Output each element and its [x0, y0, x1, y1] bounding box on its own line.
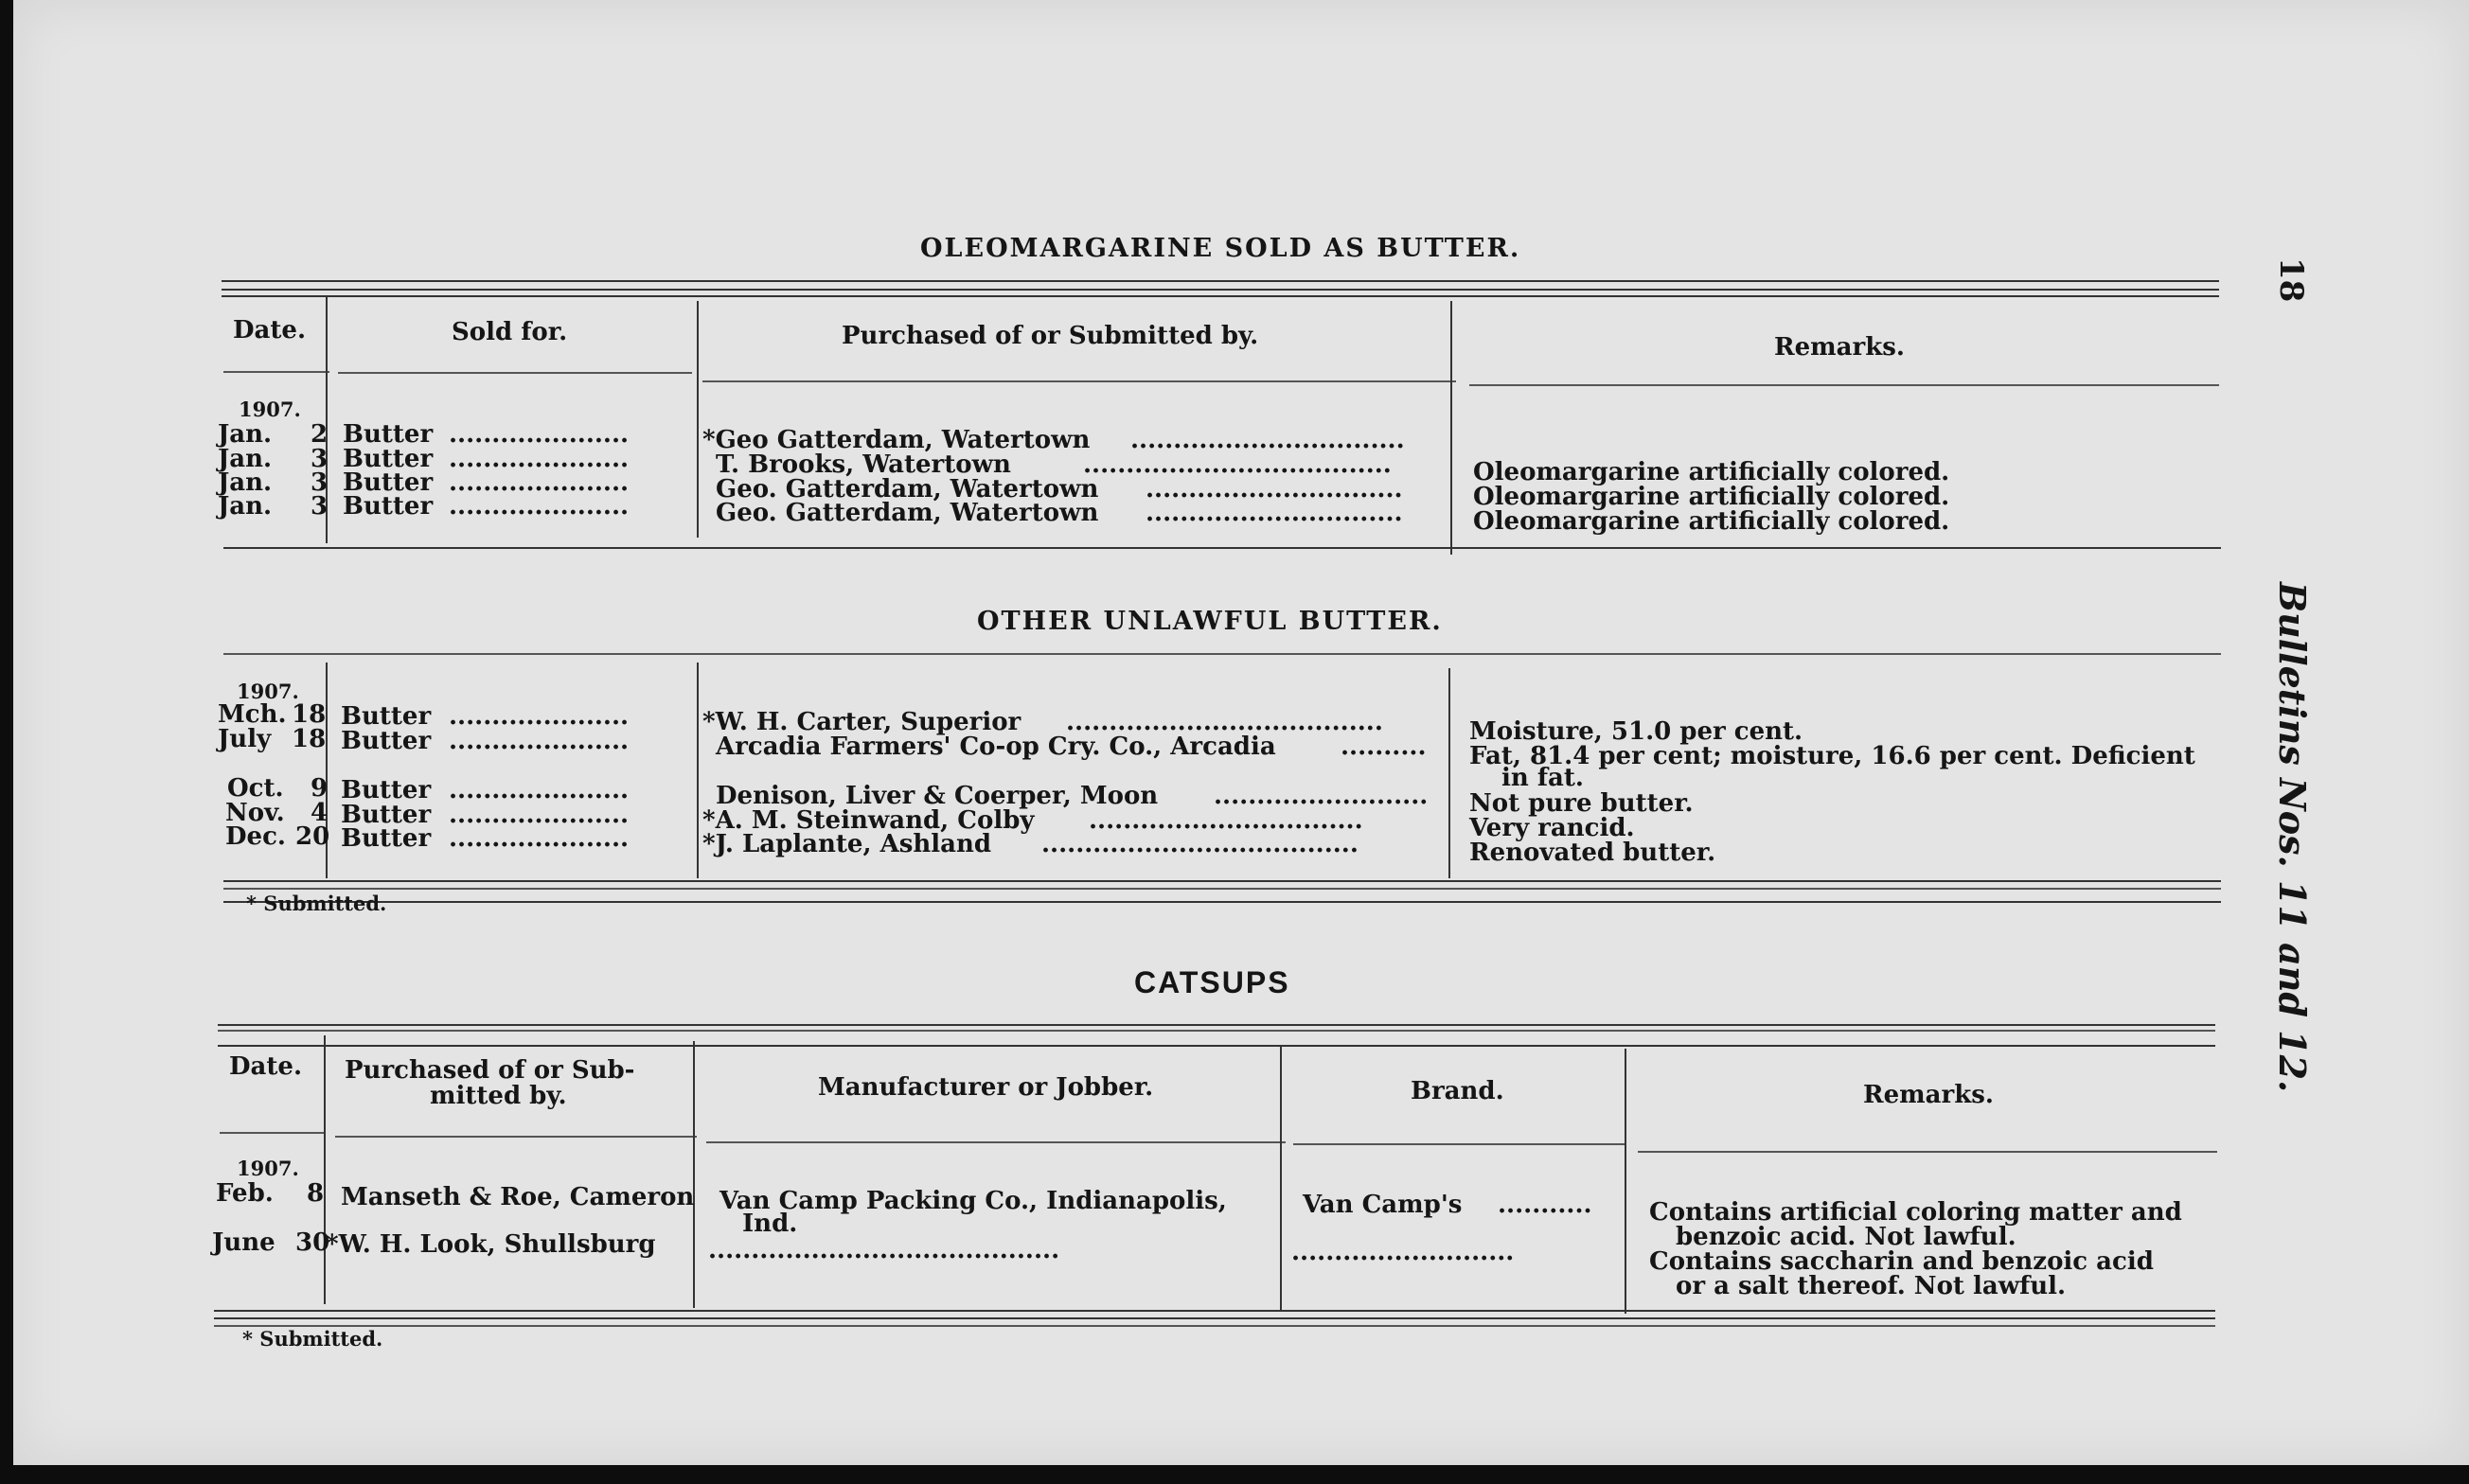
date-month: Jan. [218, 468, 273, 497]
sold-for: Butter [343, 468, 434, 497]
oleo-header-remarks: Remarks. [1774, 333, 1905, 362]
remarks: Oleomargarine artificially colored. [1473, 507, 1950, 536]
date-month: Jan. [218, 420, 273, 449]
purchased: Denison, Liver & Coerper, Moon [716, 782, 1159, 810]
leader-dots: .......... [1341, 733, 1427, 761]
leader-dots: ..................... [449, 420, 630, 449]
date-month: Jan. [218, 445, 273, 473]
manufacturer-cont: Ind. [742, 1210, 798, 1238]
remarks-cont: in fat. [1501, 764, 1584, 792]
leader-dots: .......................... [1291, 1238, 1515, 1266]
leader-dots: .............................. [1146, 499, 1403, 527]
date-day: 3 [311, 492, 329, 521]
date-month: Jan. [218, 492, 273, 521]
date-day: 18 [292, 700, 327, 729]
catsups-footnote: * Submitted. [242, 1327, 383, 1351]
date-month: Oct. [227, 774, 284, 803]
sold-for: Butter [341, 727, 432, 755]
remarks: Contains saccharin and benzoic acid [1649, 1247, 2154, 1276]
purchased: *W. H. Carter, Superior [702, 708, 1021, 736]
leader-dots: ..................... [449, 702, 630, 731]
sold-for: Butter [341, 702, 432, 731]
catsups-header-purchased-2: mitted by. [430, 1082, 567, 1110]
leader-dots: ..................................... [1041, 830, 1359, 858]
purchased: Arcadia Farmers' Co-op Cry. Co., Arcadia [716, 733, 1276, 761]
purchased: T. Brooks, Watertown [716, 450, 1011, 479]
other-footnote: * Submitted. [246, 892, 387, 915]
oleo-header-date: Date. [233, 316, 306, 344]
purchased: Manseth & Roe, Cameron [341, 1183, 695, 1211]
remarks: Oleomargarine artificially colored. [1473, 458, 1950, 486]
brand: Van Camp's [1303, 1191, 1463, 1219]
running-head: Bulletins Nos. 11 and 12. [2271, 582, 2314, 1093]
leader-dots: ..................... [449, 445, 630, 473]
sold-for: Butter [343, 492, 434, 521]
date-month: June [212, 1228, 275, 1257]
date-day: 2 [311, 420, 329, 449]
date-month: Feb. [216, 1179, 274, 1208]
remarks: Not pure butter. [1469, 789, 1694, 818]
date-day: 4 [311, 799, 329, 827]
date-day: 8 [307, 1179, 325, 1208]
date-month: Mch. [218, 700, 287, 729]
remarks-cont: or a salt thereof. Not lawful. [1676, 1272, 2067, 1300]
other-title: OTHER UNLAWFUL BUTTER. [977, 607, 1443, 636]
page-number: 18 [2272, 257, 2310, 303]
remarks: Fat, 81.4 per cent; moisture, 16.6 per cent. Deficient [1469, 742, 2195, 770]
remarks: Contains artificial coloring matter and [1649, 1198, 2182, 1227]
leader-dots: .............................. [1146, 475, 1403, 504]
sold-for: Butter [343, 445, 434, 473]
leader-dots: ..................... [449, 801, 630, 829]
remarks: Very rancid. [1469, 814, 1635, 842]
catsups-year: 1907. [237, 1157, 299, 1180]
purchased: Geo. Gatterdam, Watertown [716, 475, 1099, 504]
date-day: 18 [292, 725, 327, 753]
remarks-cont: benzoic acid. Not lawful. [1676, 1223, 2016, 1251]
leader-dots: ................................ [1089, 806, 1363, 835]
purchased: *J. Laplante, Ashland [702, 830, 992, 858]
leader-dots: ........... [1498, 1191, 1592, 1219]
leader-dots: ..................................... [1066, 708, 1383, 736]
leader-dots: ..................... [449, 776, 630, 804]
sold-for: Butter [341, 776, 432, 804]
date-day: 30 [295, 1228, 330, 1257]
other-year: 1907. [237, 680, 299, 703]
leader-dots: ................................ [1130, 426, 1405, 454]
page [13, 0, 2469, 1465]
catsups-header-purchased-1: Purchased of or Sub- [345, 1056, 635, 1085]
sold-for: Butter [341, 824, 432, 853]
oleo-year: 1907. [239, 398, 301, 421]
oleo-header-purchased: Purchased of or Submitted by. [842, 322, 1259, 350]
manufacturer: Van Camp Packing Co., Indianapolis, [719, 1187, 1227, 1215]
purchased: *W. H. Look, Shullsburg [326, 1230, 656, 1259]
date-month: Nov. [225, 799, 285, 827]
sold-for: Butter [341, 801, 432, 829]
purchased: Geo. Gatterdam, Watertown [716, 499, 1099, 527]
date-day: 3 [311, 468, 329, 497]
date-day: 9 [311, 774, 329, 803]
catsups-header-remarks: Remarks. [1863, 1081, 1994, 1109]
catsups-header-brand: Brand. [1411, 1077, 1504, 1105]
leader-dots: .................................... [1083, 450, 1392, 479]
leader-dots: ..................... [449, 492, 630, 521]
date-month: July [218, 725, 272, 753]
leader-dots: ......................... [1214, 782, 1429, 810]
remarks: Moisture, 51.0 per cent. [1469, 717, 1803, 746]
leader-dots: ..................... [449, 468, 630, 497]
oleo-header-sold-for: Sold for. [452, 318, 568, 346]
sold-for: Butter [343, 420, 434, 449]
date-month: Dec. [225, 822, 286, 851]
remarks: Renovated butter. [1469, 839, 1716, 867]
leader-dots: ..................... [449, 824, 630, 853]
catsups-header-date: Date. [229, 1052, 302, 1081]
purchased: *A. M. Steinwand, Colby [702, 806, 1035, 835]
catsups-title: CATSUPS [1134, 965, 1290, 999]
date-day: 20 [295, 822, 330, 851]
catsups-header-manufacturer: Manufacturer or Jobber. [818, 1073, 1154, 1102]
oleo-title: OLEOMARGARINE SOLD AS BUTTER. [920, 234, 1521, 263]
purchased: *Geo Gatterdam, Watertown [702, 426, 1091, 454]
leader-dots: ..................... [449, 727, 630, 755]
leader-dots: ......................................... [708, 1236, 1060, 1264]
date-day: 3 [311, 445, 329, 473]
remarks: Oleomargarine artificially colored. [1473, 483, 1950, 511]
